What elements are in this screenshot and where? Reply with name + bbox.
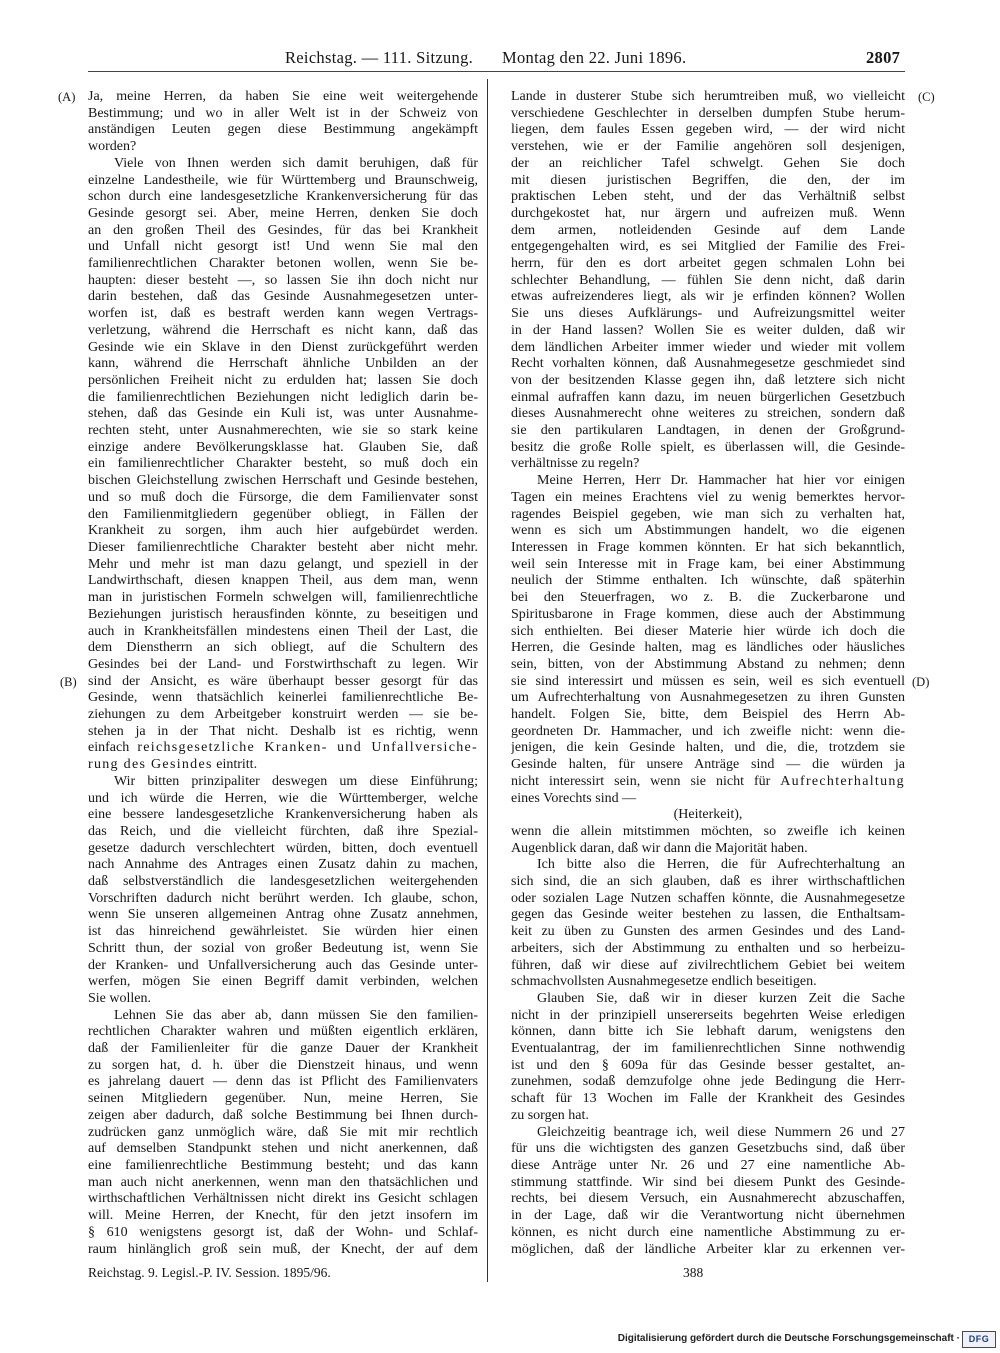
- text-line: worden?: [88, 139, 137, 155]
- emphasized-text: reichsgesetzliche Kranken- und Unfallversiche-: [137, 740, 478, 756]
- text-line: ist das hinreichend gewährleistet. Sie würden hier einen: [88, 924, 478, 940]
- text-line: Lehnen Sie das aber ab, dann müssen Sie den familien-: [114, 1007, 478, 1023]
- text-line: Gesinde gesorgt sei. Aber, meine Herren, denken Sie doch: [88, 205, 478, 221]
- text-line: der Kranken- und Unfallversicherung auch das Gesinde unter-: [88, 957, 478, 973]
- text-line: nicht in der prinzipiell unsererseits begehrten Weise erledigen: [511, 1007, 905, 1023]
- text-line: familienrechtlichen Charakter betonen wollen, wenn Sie be-: [88, 256, 478, 272]
- text-line: haupten: dieser besteht —, so lassen Sie ihn doch nicht nur: [88, 272, 478, 288]
- text-line: praktischen Leben steht, und der das Verhältniß selbst: [511, 189, 905, 205]
- right-column: [511, 89, 905, 1258]
- text-line: rechtlichen Charakter wahren und müßten eigentlich erklären,: [88, 1024, 478, 1040]
- text-line: schmachvollsten Ausnahmegesetze endlich beseitigen.: [511, 974, 817, 990]
- text-line: bischen Gleichstellung zwischen Herrschaft und Gesinde bestehen,: [88, 473, 478, 489]
- text-line: Sie uns dieses Aufklärungs- und Aufreizungsmittel weiter: [511, 306, 905, 322]
- running-head-date: Montag den 22. Juni 1896.: [502, 48, 687, 67]
- text-line: schlechter Behandlung, — fühlen Sie denn nicht, daß darin: [511, 272, 905, 288]
- text-line: rechts, bei diesem Versuch, ein Ausnahmerecht abzuschaffen,: [511, 1191, 905, 1207]
- text-line: sie sind interessirt und müssen es sein, weil es sich eventuell: [511, 673, 905, 689]
- text-line: stehen, daß das Gesinde ein Kuli ist, was unter Ausnahme-: [88, 406, 478, 422]
- text-line: Eventualantrag, der im familienrechtlichen Sinne nothwendig: [511, 1041, 905, 1057]
- text-line: etwas aufreizenderes liegt, als wir je erfinden können? Wollen: [511, 289, 905, 305]
- column-divider: [487, 79, 488, 1282]
- text-line: an den großen Theil des Gesindes, für das bei Krankheit: [88, 222, 478, 238]
- text-line: Dieser familienrechtliche Charakter besteht aber nicht mehr.: [88, 539, 478, 555]
- text-line: rechten steht, unter Ausnahmerechten, wie sie so stark keine: [88, 423, 478, 439]
- text-line: seinen Mitgliedern gegenüber. Nun, meine Herren, Sie: [88, 1091, 478, 1107]
- text-line: zu sorgen hat, d. h. über die Dienstzeit hinaus, und wenn: [88, 1057, 478, 1073]
- text-line: Gleichzeitig beantrage ich, weil diese Nummern 26 und 27: [537, 1124, 905, 1140]
- text-line: herrn, für den es dort arbeitet gegen schmalen Lohn bei: [511, 256, 905, 272]
- text-line: Ja, meine Herren, da haben Sie eine weit weitergehende: [88, 89, 478, 104]
- text-segment: einfach: [88, 740, 138, 756]
- text-line: Vorschriften dadurch nicht berührt werden. Ich glaube, schon,: [88, 890, 478, 906]
- text-line: Wir bitten prinzipaliter deswegen um diese Einführung;: [114, 773, 478, 789]
- text-line: Krankheit zu sorgen, ihm auch hier aufgebürdet werden.: [88, 523, 478, 539]
- text-line: weil sein Interesse mit in Frage kam, bei einer Abstimmung: [511, 556, 905, 572]
- text-line: Recht vorhalten können, daß Ausnahmegesetze geschmiedet sind: [511, 356, 905, 372]
- funding-credit: Digitalisierung gefördert durch die Deutsche Forschungsgemeinschaft ·: [617, 1333, 960, 1344]
- text-line: in der Hand lassen? Wollen Sie es weiter dulden, daß wir: [511, 322, 905, 338]
- text-line: mit diesen juristischen Begriffen, die den, der im: [511, 172, 905, 188]
- text-line: die familienrechtlichen Beziehungen nicht lediglich darin be-: [88, 389, 478, 405]
- text-line: von der besitzenden Klasse gegen ihn, daß letztere sich nicht: [511, 372, 905, 388]
- text-line: eines Vorechts sind —: [511, 790, 637, 806]
- text-line: persönlichen Freiheit nicht zu erdulden hat; lassen Sie doch: [88, 372, 478, 388]
- text-line: Gesinde wie ein Sklave in den Dienst zurückgeführt werden: [88, 339, 478, 355]
- text-line: dem Dienstherrn an sich obliegt, auf die Schultern des: [88, 640, 478, 656]
- text-line: der an reichlicher Tafel schwelgt. Gehen Sie doch: [511, 155, 905, 171]
- text-line: ziehungen zu dem Arbeitgeber konstruirt werden — sie be-: [88, 707, 478, 723]
- text-line: ragendes Beispiel gegeben, wie man sich zu verhalten hat,: [511, 506, 905, 522]
- text-line: gesetze dadurch verschlechtert würden, bitten, doch eventuell: [88, 840, 478, 856]
- text-line: auf demselben Standpunkt stehen und nicht anerkennen, daß: [88, 1141, 478, 1157]
- text-line: Beziehungen juristisch herausfinden könnte, zu beseitigen und: [88, 606, 478, 622]
- text-line: Augenblick daran, daß wir dann die Majorität haben.: [511, 840, 808, 856]
- text-line: stehen ja in der That nicht. Deshalb ist es richtig, wenn: [88, 723, 478, 739]
- text-line: sind der Ansicht, es wäre überhaupt besser gesorgt für das: [88, 673, 478, 689]
- text-line: ein familienrechtlicher Charakter besteht, so muß doch ein: [88, 456, 478, 472]
- emphasized-text: rung des Gesindes: [88, 757, 213, 773]
- text-line: jenigen, die kein Gesinde halten, und die, die, trotzdem sie: [511, 740, 905, 756]
- text-line: für uns die wichtigsten des ganzen Gesetzbuchs sind, daß über: [511, 1141, 905, 1157]
- running-head-title: Reichstag. — 111. Sitzung.: [285, 48, 474, 67]
- text-line: Gesindes bei der Land- und Forstwirthschaft zu legen. Wir: [88, 656, 478, 672]
- text-line: oder sozialen Lage Nutzen schaffen könnte, die Ausnahmegesetze: [511, 890, 905, 906]
- text-line: anständigen Leuten gegen diese Bestimmung angekämpft: [88, 122, 478, 138]
- text-line: möglichen, daß der ländliche Arbeiter klar zu erkennen ver-: [511, 1241, 905, 1257]
- text-segment: eintritt.: [212, 757, 258, 773]
- text-line: Meine Herren, Herr Dr. Hammacher hat hier vor einigen: [537, 473, 905, 489]
- text-line: handelt. Folgen Sie, bitte, dem Beispiel des Herrn Ab-: [511, 707, 905, 723]
- text-line: verhältnisse zu regeln?: [511, 456, 640, 472]
- text-line: schaft für 13 Wochen im Falle der Krankheit des Gesindes: [511, 1091, 905, 1107]
- text-line: den Familienmitgliedern gegenüber obliegt, in Fällen der: [88, 506, 478, 522]
- text-line: Ich bitte also die Herren, die für Aufrechterhaltung an: [537, 857, 905, 873]
- text-line: dieses Ausnahmerecht ohne weiteres zu streichen, sondern daß: [511, 406, 905, 422]
- text-line: führen, daß wir diese auf zivilrechtlichem Gebiet bei weitem: [511, 957, 905, 973]
- text-line: § 610 wenigstens gesorgt ist, daß der Wohn- und Schlaf-: [88, 1224, 478, 1240]
- text-line: wenn die allein mitstimmen möchten, so zweifle ich keinen: [511, 823, 905, 839]
- text-line: sein, bitten, von der Abstimmung Abstand zu nehmen; denn: [511, 656, 905, 672]
- text-line: entgegengehalten wird, es sei Mitglied der Familie des Frei-: [511, 239, 905, 255]
- text-line: durchgekostet hat, nur ärgern und aufreizen muß. Wenn: [511, 205, 905, 221]
- text-line: wenn Sie unseren allgemeinen Antrag ohne Zusatz annehmen,: [88, 907, 478, 923]
- text-line: Spiritusbarone in Frage kommen, diese auch der Abstimmung: [511, 606, 905, 622]
- text-line: Mehr und mehr ist man dazu gelangt, und speziell in der: [88, 556, 478, 572]
- left-column: [88, 89, 478, 1258]
- dfg-logo: DFG: [962, 1331, 996, 1348]
- margin-mark-c: (C): [918, 90, 935, 104]
- text-line: Interessen in Frage kommen könnten. Er hat sich bekanntlich,: [511, 539, 905, 555]
- text-line: stimmung stattfinde. Wir sind bei diesem Punkt des Gesinde-: [511, 1174, 905, 1190]
- text-line: zeigen aber dadurch, daß solche Bestimmung bei Ihnen durch-: [88, 1107, 478, 1123]
- text-line: wenn es sich um Abstimmungen handelt, wo die eigenen: [511, 523, 905, 539]
- emphasized-text: Aufrechterhaltung: [780, 773, 905, 789]
- text-line: nach Annahme des Antrages einen Zusatz dahin zu machen,: [88, 857, 478, 873]
- text-line: werfen, mögen Sie einen Begriff damit verbinden, welchen: [88, 974, 478, 990]
- text-line: arbeiters, sich der Abstimmung zu enthalten und so herbeizu-: [511, 940, 905, 956]
- text-line: darin bestehen, daß das Gesinde Ausnahmegesetzen unter-: [88, 289, 478, 305]
- text-line: daß der Familienleiter für die ganze Dauer der Krankheit: [88, 1041, 478, 1057]
- footer-session-info: Reichstag. 9. Legisl.-P. IV. Session. 1895/96.: [88, 1265, 331, 1280]
- text-line: zudrücken ganz unmöglich wäre, daß Sie mit mir rechtlich: [88, 1124, 478, 1140]
- text-line: bei den Steuerfragen, wo z. B. die Zuckerbarone und: [511, 590, 905, 606]
- text-line: einmal aufraffen kann dazu, im neuen bürgerlichen Gesetzbuch: [511, 389, 905, 405]
- page-number: 2807: [866, 48, 901, 67]
- text-line: (Heiterkeit),: [673, 807, 743, 823]
- text-line: zu sorgen hat.: [511, 1107, 589, 1123]
- text-line: Bestimmung; und wo in aller Welt ist in der Schweiz von: [88, 105, 478, 121]
- text-line: Viele von Ihnen werden sich damit beruhigen, daß für: [114, 155, 478, 171]
- text-line: diese Anträge unter Nr. 26 und 27 eine namentliche Ab-: [511, 1158, 905, 1173]
- text-line: können, es nicht durch eine namentliche Abstimmung zu er-: [511, 1224, 905, 1240]
- text-line: [88, 757, 478, 774]
- text-line: worfen ist, daß es bestraft werden kann wegen Vertrags-: [88, 306, 478, 322]
- text-line: neulich der Stimme enthalten. Ich wünschte, daß späterhin: [511, 573, 905, 589]
- text-line: Gesinde halten, für unsere Anträge sind — die würden ja: [511, 757, 905, 773]
- text-line: sie den partikularen Landtagen, in denen der Großgrund-: [511, 423, 905, 439]
- text-line: verschiedene Geschlechter in derselben dumpfen Stube herum-: [511, 105, 905, 121]
- text-line: in der Lage, daß wir die Verantwortung nicht übernehmen: [511, 1208, 905, 1224]
- text-line: und so muß doch die Fürsorge, die dem Familienvater sonst: [88, 489, 478, 505]
- sheet-number: 388: [683, 1265, 704, 1280]
- text-line: dem armen, notleidenden Gesinde auf dem Lande: [511, 222, 905, 238]
- text-line: einzelne Landestheile, wie für Württemberg und Braunschweig,: [88, 172, 478, 188]
- text-line: daß selbstverständlich die landesgesetzlichen weitergehenden: [88, 874, 478, 890]
- text-line: schon durch eine landesgesetzliche Krankenversicherung für das: [88, 189, 478, 205]
- margin-mark-d: (D): [912, 675, 930, 689]
- text-line: Schritt thun, der sozial von großer Bedeutung ist, wenn Sie: [88, 940, 478, 956]
- text-line: raum hinlänglich groß sein muß, der Knecht, der auf dem: [88, 1241, 478, 1257]
- text-line: sich enthielten. Bei dieser Materie hier würde ich doch die: [511, 623, 905, 639]
- text-line: eine familienrechtliche Bestimmung besteht; und das kann: [88, 1158, 478, 1173]
- text-line: wirthschaftlichen Verhältnissen nicht direkt ins Gesicht schlagen: [88, 1191, 478, 1207]
- text-line: dem ländlichen Arbeiter immer wieder und wieder mit vollem: [511, 339, 905, 355]
- text-line: es jahrelang dauert — denn das ist Pflicht des Familienvaters: [88, 1074, 478, 1090]
- text-line: und Unfall nicht gesorgt ist! Und wenn Sie mal den: [88, 239, 478, 255]
- text-line: man in juristischen Formeln schwelgen will, familienrechtliche: [88, 590, 478, 606]
- text-line: können, dann bitte ich Sie lebhaft darum, wenigstens den: [511, 1024, 905, 1040]
- text-line: kann, während die Herrschaft ähnliche Unbilden an der: [88, 356, 478, 372]
- text-line: Glauben Sie, daß wir in dieser kurzen Zeit die Sache: [537, 990, 905, 1006]
- text-line: zunehmen, sodaß demzufolge ohne jede Bedingung die Herr-: [511, 1074, 905, 1090]
- text-line: eine bessere landesgesetzliche Krankenversicherung haben als: [88, 807, 478, 823]
- text-line: ist und den § 609a für das Gesinde besser gestaltet, an-: [511, 1057, 905, 1073]
- text-line: verletzung, während die Herrschaft es nicht kann, daß das: [88, 322, 478, 338]
- header-rule: [88, 71, 905, 72]
- text-line: Herren, die Gesinde halten, mag es ländliches oder häusliches: [511, 640, 905, 656]
- text-line: und ich würde die Herren, wie die Württemberger, welche: [88, 790, 478, 806]
- text-line: man auch nicht anerkennen, wenn man den thatsächlichen und: [88, 1174, 478, 1190]
- margin-mark-b: (B): [60, 675, 77, 689]
- text-line: Sie wollen.: [88, 990, 151, 1006]
- text-line: das Reich, und die vielleicht fürchten, daß ihre Spezial-: [88, 823, 478, 839]
- margin-mark-a: (A): [58, 90, 76, 104]
- text-line: Landwirthschaft, diesen knappen Theil, aus dem man, wenn: [88, 573, 478, 589]
- text-line: will. Meine Herren, der Knecht, für den jetzt insofern im: [88, 1208, 478, 1224]
- text-line: sich sind, die an sich glauben, daß es ihrer wirthschaftlichen: [511, 874, 905, 890]
- text-line: liegen, dem faules Essen gegeben wird, — der wird nicht: [511, 122, 905, 138]
- text-line: einzige andere Bevölkerungsklasse hat. Glauben Sie, daß: [88, 439, 478, 455]
- text-line: Lande in dusterer Stube sich herumtreiben muß, wo vielleicht: [511, 89, 905, 104]
- text-line: [511, 774, 905, 791]
- text-line: [88, 740, 478, 757]
- text-line: besitz die große Rolle spielt, es überlassen will, die Gesinde-: [511, 439, 905, 455]
- text-line: auch in Krankheitsfällen mindestens einen Theil der Last, die: [88, 623, 478, 639]
- text-line: Tagen ein meines Erachtens viel zu wenig bemerktes hervor-: [511, 489, 905, 505]
- text-line: geordneten Dr. Hammacher, und ich zweifle nicht: wenn die-: [511, 723, 905, 739]
- text-segment: nicht interessirt sein, wenn sie nicht für: [511, 773, 781, 789]
- text-line: verstehen, wie er der Familie angehören soll desjenigen,: [511, 139, 905, 155]
- text-line: um Aufrechterhaltung von Ausnahmegesetzen zu ihren Gunsten: [511, 690, 905, 706]
- text-line: keit zu üben zu Gunsten des armen Gesindes und des Land-: [511, 924, 905, 940]
- text-line: gegen das Gesinde weiter bestehen zu lassen, die Enthaltsam-: [511, 907, 905, 923]
- text-line: Gesinde, wenn thatsächlich keinerlei familienrechtliche Be-: [88, 690, 478, 706]
